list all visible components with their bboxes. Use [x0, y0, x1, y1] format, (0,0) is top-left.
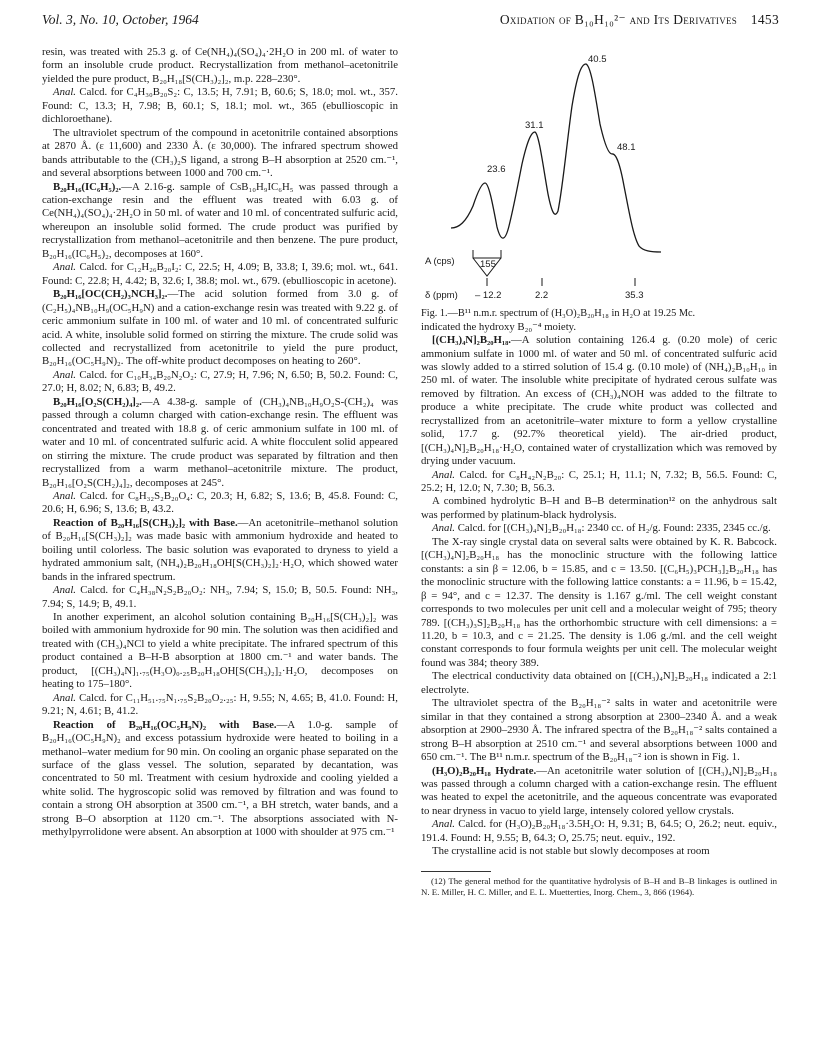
paragraph-text: A combined hydrolytic B–H and B–B determination¹² on the anhydrous salt was performed by platinum-black hydrolysis. — [421, 495, 777, 521]
paragraph — [421, 697, 777, 764]
paragraph — [421, 765, 777, 819]
paragraph-text: The ultraviolet spectrum of the compound in acetonitrile contained absorptions at 2870 Å. (ε 11,600) and 2330 Å. (ε 30,000). The infrared spectrum showed bands attributable to the (CH₃)₂S ligand, a strong B–H absorption at 2520 cm.⁻¹, and several absorptions between 1000 and 700 cm.⁻¹. — [42, 126, 398, 180]
paragraph — [421, 321, 777, 334]
paragraph — [42, 288, 398, 369]
paragraph — [421, 536, 777, 671]
paragraph-text: —An acetonitrile water solution of [(CH₃)₄N]₂B₂₀H₁₈ was passed through a column charged with a cation-exchange resin. The effluent was heated to expel the acetonitrile, and the aqueous concentrate was evaporated to near dryness in vacuo to yield large, intensely colored yellow crystals. — [421, 764, 777, 817]
paragraph-text: Calcd. for C₁₂H₂₆B₂₀I₂: C, 22.5; H, 4.09; B, 33.8; I, 39.6; mol. wt., 641. Found: C, 22.8; H, 4.42; B, 32.6; I, 38.8; mol. wt., 679. (ebullioscopic in acetone). — [42, 261, 398, 287]
footnote-rule — [421, 871, 491, 872]
analysis-label: Anal. — [432, 818, 455, 831]
paragraph — [42, 261, 398, 288]
paragraph-text: indicated the hydroxy B₂₀⁻⁴ moiety. — [421, 320, 577, 333]
paragraph — [421, 334, 777, 469]
paragraph — [42, 490, 398, 517]
paragraph-text: —A 1.0-g. sample of B₂₀H₁₆(OC₅H₉N)₂ and excess potassium hydroxide were heated to boiling in a methanol–water medium for 90 min. On cooling an organic phase separated on the surface of the glass vessel. The solution, separated by decantation, was concentrated to 50 ml. Treatment with cesium hydroxide and cooling yielded a white solid. The hygroscopic solid was removed by filtration and was found to contain a strong OH absorption at 3500 cm.⁻¹, a BH stretch, water bands, and a strong B–O absorption at 1120 cm.⁻¹. The absorptions associated with N-methylpyrrolidone were absent. An absorption at 1000 with shoulder at 975 cm.⁻¹ — [42, 718, 398, 839]
paragraph — [42, 369, 398, 396]
shift-value-2: 2.2 — [535, 290, 549, 301]
paragraph — [42, 181, 398, 262]
analysis-label: Anal. — [53, 261, 76, 274]
footnote: (12) The general method for the quantitative hydrolysis of B–H and B–B linkages is outlined in N. E. Miller, H. C. Miller, and E. L. Muetterties, Inorg. Chem., 3, 866 (1964). — [421, 875, 777, 897]
paragraph — [42, 611, 398, 692]
peak-label-40-5: 40.5 — [588, 54, 607, 65]
analysis-label: Anal. — [53, 86, 76, 99]
paragraph-text: —A solution containing 126.4 g. (0.20 mole) of ceric ammonium sulfate in 1000 ml. of water and 50 ml. of concentrated sulfuric acid was slowly added to a stirred solution of 15.4 g. (0.10 mole) of (NH₄)₂B₁₀H₁₀ in 250 ml. of water. The insoluble white precipitate of hydrated cerous sulfate was removed by filtration. An excess of (CH₃)₄NOH was added to the filtrate to produce a white precipitate. The crude white product was collected and recrystallized from an acetonitrile–water mixture to form a yellow crystalline solid, 17.7 g. (92.7% theoretical yield). The air-dried product, [(CH₃)₄N]₂B₂₀H₁₈·H₂O, contained water of crystallization which was removed by drying under vacuum. — [421, 334, 777, 468]
analysis-label: Anal. — [53, 368, 76, 381]
figure-caption: Fig. 1.—B¹¹ n.m.r. spectrum of (H₃O)₂B₂₀H₁₈ in H₂O at 19.25 Mc. — [421, 308, 696, 319]
journal-volume-info: Vol. 3, No. 10, October, 1964 — [42, 12, 199, 27]
paragraph-text: —An acetonitrile–methanol solution of B₂₀H₁₆[S(CH₃)₂]₂ was made basic with ammonium hydroxide and heated to boiling until colorless. The basic solution was evaporated to dryness to yield a hydrated ammonium salt, (NH₄)₂B₂₀H₁₈OH[S(CH₃)₂]₂·H₂O, which showed water bands in the infrared spectrum. — [42, 516, 398, 583]
section-heading: B₂₀H₁₆[O₂S(CH₂)₄]₂. — [53, 395, 142, 408]
paragraph-text: —A 4.38-g. sample of (CH₃)₄NB₁₀H₉O₂S-(CH₂)₄ was passed through a column charged with cation-exchange resin. The effluent was concentrated and treated with 18.8 g. of ceric ammonium sulfate in 100 ml. of water and 10 ml. of concentrated sulfuric acid. A white flocculent solid appeared on stirring the mixture. The crude product was separated by filtration and then recrystallized from a warm methanol–acetonitrile mixture. The product, B₂₀H₁₆[O₂S(CH₂)₄]₂, decomposes at 245°. — [42, 395, 398, 489]
analysis-label: Anal. — [53, 691, 76, 704]
paragraph-text: Calcd. for C₈H₃₂S₂B₂₀O₄: C, 20.3; H, 6.82; S, 13.6; B, 45.8. Found: C, 20.6; H, 6.96; S, 13.6; B, 43.2. — [42, 489, 398, 516]
paragraph — [421, 495, 777, 522]
paragraph-text: The crystalline acid is not stable but slowly decomposes at room — [432, 845, 710, 858]
section-heading: B₂₀H₁₆(IC₆H₅)₂. — [53, 180, 122, 193]
nmr-spectrum-figure — [421, 46, 777, 308]
paragraph-text: —The acid solution formed from 3.0 g. of (C₂H₅)₄NB₁₀H₉(OC₅H₉N) and a cation-exchange resin was treated with 9.22 g. of ceric ammonium sulfate in 100 ml. of water and 10 ml. of concentrated sulfuric acid. A white, insoluble solid formed on stirring the mixture. The crude solid was collected and recrystallized from acetonitrile to yield the pure product, B₂₀H₁₆(OC₅H₉N)₂. The off-white product decomposes on heating to 260°. — [42, 288, 398, 368]
paragraph-text: In another experiment, an alcohol solution containing B₂₀H₁₆[S(CH₃)₂]₂ was boiled with ammonium hydroxide for 90 min. The solution was then acidified and treated with (CH₃)₄NCl to yield a white precipitate. The infrared spectrum of this product contained a B–H-B absorption at 1800 cm.⁻¹ and water bands. The product, [(CH₃)₄N]₁.₇₅(H₃O)₀.₂₅B₂₀H₁₈OH[S(CH₃)₂]₂·H₂O, decomposes on heating to 175–180°. — [42, 611, 398, 691]
paragraph-text: The electrical conductivity data obtained on [(CH₃)₄N]₂B₂₀H₁₈ indicated a 2:1 electrolyte. — [421, 670, 777, 696]
section-heading: [(CH₃)₄N]₂B₂₀H₁₈. — [432, 334, 511, 347]
paragraph — [42, 46, 398, 86]
analysis-label: Anal. — [432, 522, 455, 535]
spectrum-trace — [451, 64, 661, 252]
paragraph — [421, 469, 777, 496]
paragraph-text: Calcd. for C₈H₄₂N₂B₂₀: C, 25.1; H, 11.1; N, 7.32; B, 56.5. Found: C, 25.2; H, 12.0; N, 7.30; B, 56.3. — [421, 468, 777, 495]
running-head — [42, 12, 779, 32]
shift-value-1: – 12.2 — [475, 290, 502, 301]
nmr-spectrum-plot — [421, 46, 777, 308]
paragraph-text: The ultraviolet spectra of the B₂₀H₁₈⁻² salts in water and acetonitrile were similar in that they contained a strong absorption at 2300–2340 Å. and a weak absorption at 2900–2930 Å. The infrared spectra of the B₂₀H₁₈⁻² salts contained a strong B–H absorption at 2510 cm.⁻¹ and several absorptions between 1000 and 650 cm.⁻¹. The B¹¹ n.m.r. spectrum of the B₂₀H₁₈⁻² ion is shown in Fig. 1. — [421, 697, 777, 764]
right-column-body — [421, 321, 777, 859]
coupling-constant-value: 155 — [480, 259, 496, 270]
analysis-label: Anal. — [53, 489, 76, 502]
page-number: 1453 — [750, 12, 779, 27]
coupling-axis-label: A (cps) — [425, 256, 455, 267]
paragraph-text: resin, was treated with 25.3 g. of Ce(NH₄)₄(SO₄)₄·2H₂O in 200 ml. of water to form an insoluble crude product. Recrystallization from methanol–acetonitrile yielded the pure product, B₂₀H₁₈[S(CH₃)₂]₂, m.p. 228–230°. — [42, 46, 398, 85]
analysis-label: Anal. — [53, 584, 76, 597]
paragraph-text: Calcd. for C₄H₃₀B₂₀S₂: C, 13.5; H, 7.91; B, 60.6; S, 18.0; mol. wt., 357. Found: C, 13.3; H, 7.98; B, 60.1; S, 18.1; mol. wt., 365 (ebullioscopic in dichloroethane). — [42, 86, 398, 126]
paragraph — [42, 127, 398, 181]
left-column — [42, 46, 398, 840]
paragraph — [42, 584, 398, 611]
paragraph — [421, 818, 777, 845]
paragraph-text: —A 2.16-g. sample of CsB₁₀H₉IC₆H₅ was passed through a cation-exchange resin and the effluent was treated with 6.03 g. of Ce(NH₄)₄(SO₄)₄·2H₂O in 50 ml. of water and 10 ml. of concentrated sulfuric acid, whereupon an insoluble solid formed. The crude product was purified by recrystallization from methanol–acetonitrile and then benzene. The pure product, B₂₀H₁₆(IC₆H₅)₂, decomposes at 160°. — [42, 180, 398, 260]
paragraph-text: Calcd. for C₁₁H₅₁.₇₅N₁.₇₅S₂B₂₀O₂.₂₅: H, 9.55; N, 4.65; B, 41.0. Found: H, 9.21; N, 4.61; B, 41.2. — [42, 691, 398, 718]
right-column — [421, 46, 777, 898]
section-heading: (H₃O)₂B₂₀H₁₈ Hydrate. — [432, 764, 537, 777]
paragraph — [42, 517, 398, 584]
paragraph — [421, 845, 777, 858]
paragraph-text: Calcd. for C₁₀H₃₄B₂₀N₂O₂: C, 27.9; H, 7.96; N, 6.50; B, 50.2. Found: C, 27.0; H, 8.02; N, 6.83; B, 49.2. — [42, 368, 398, 395]
paragraph — [42, 86, 398, 126]
analysis-label: Anal. — [432, 468, 455, 481]
chemical-shift-axis-label: δ (ppm) — [425, 290, 458, 301]
paragraph — [42, 396, 398, 490]
article-running-title — [500, 12, 779, 28]
paragraph-text: Calcd. for C₄H₃₈N₂S₂B₂₀O₂: NH₃, 7.94; S, 15.0; B, 50.5. Found: NH₃, 7.94; S, 14.9; B, 49.1. — [42, 584, 398, 610]
running-title-text: Oxidation of B₁₀H₁₀²⁻ and Its Derivatives — [499, 12, 738, 27]
section-heading: Reaction of B₂₀H₁₆[S(CH₃)₂]₂ with Base. — [53, 516, 238, 529]
paragraph-text: Calcd. for (H₃O)₂B₂₀H₁₈·3.5H₂O: H, 9.31; B, 64.5; O, 26.2; neut. equiv., 191.4. Found: H, 9.55; B, 64.3; O, 25.75; neut. equiv., 192. — [421, 818, 777, 844]
peak-label-48-1: 48.1 — [617, 142, 636, 153]
paragraph — [42, 692, 398, 719]
paragraph — [42, 719, 398, 840]
paragraph-text: The X-ray single crystal data on several salts were obtained by K. R. Babcock. [(CH₃)₄N]₂B₂₀H₁₈ has the monoclinic structure with the following lattice constants: a sin β = 12.06, b = 15.85, and c = 13.50. [(C₆H₅)₃PCH₃]₂B₂₀H₁₈ has the monoclinic structure with the following lattice constants: a = 11.96, b = 15.42, β = 94°, and c = 12.37. The density is 1.167 g./ml. The cell weight constant corresponds to two molecules per unit cell and a molecular weight of 795; theory 789. [(CH₃)₃S]₂B₂₀H₁₈ has the orthorhombic structure with cell dimensions: a = 11.20, b = 10.3, and c = 21.25. The density is 1.06 g./ml. and the cell weight constant corresponds to four formula weights per unit cell. The molecular weight found was 384; theory 389. — [421, 535, 777, 669]
peak-label-23-6: 23.6 — [487, 164, 506, 175]
section-heading: Reaction of B₂₀H₁₆(OC₅H₉N)₂ with Base. — [53, 718, 277, 731]
shift-value-3: 35.3 — [625, 290, 644, 301]
paragraph — [421, 670, 777, 697]
paragraph — [421, 522, 777, 535]
paragraph-text: Calcd. for [(CH₃)₄N]₂B₂₀H₁₈: 2340 cc. of H₂/g. Found: 2335, 2345 cc./g. — [455, 522, 771, 535]
peak-label-31-1: 31.1 — [525, 120, 544, 131]
section-heading: B₂₀H₁₆[OC(CH₂)₃NCH₃]₂. — [53, 288, 168, 301]
